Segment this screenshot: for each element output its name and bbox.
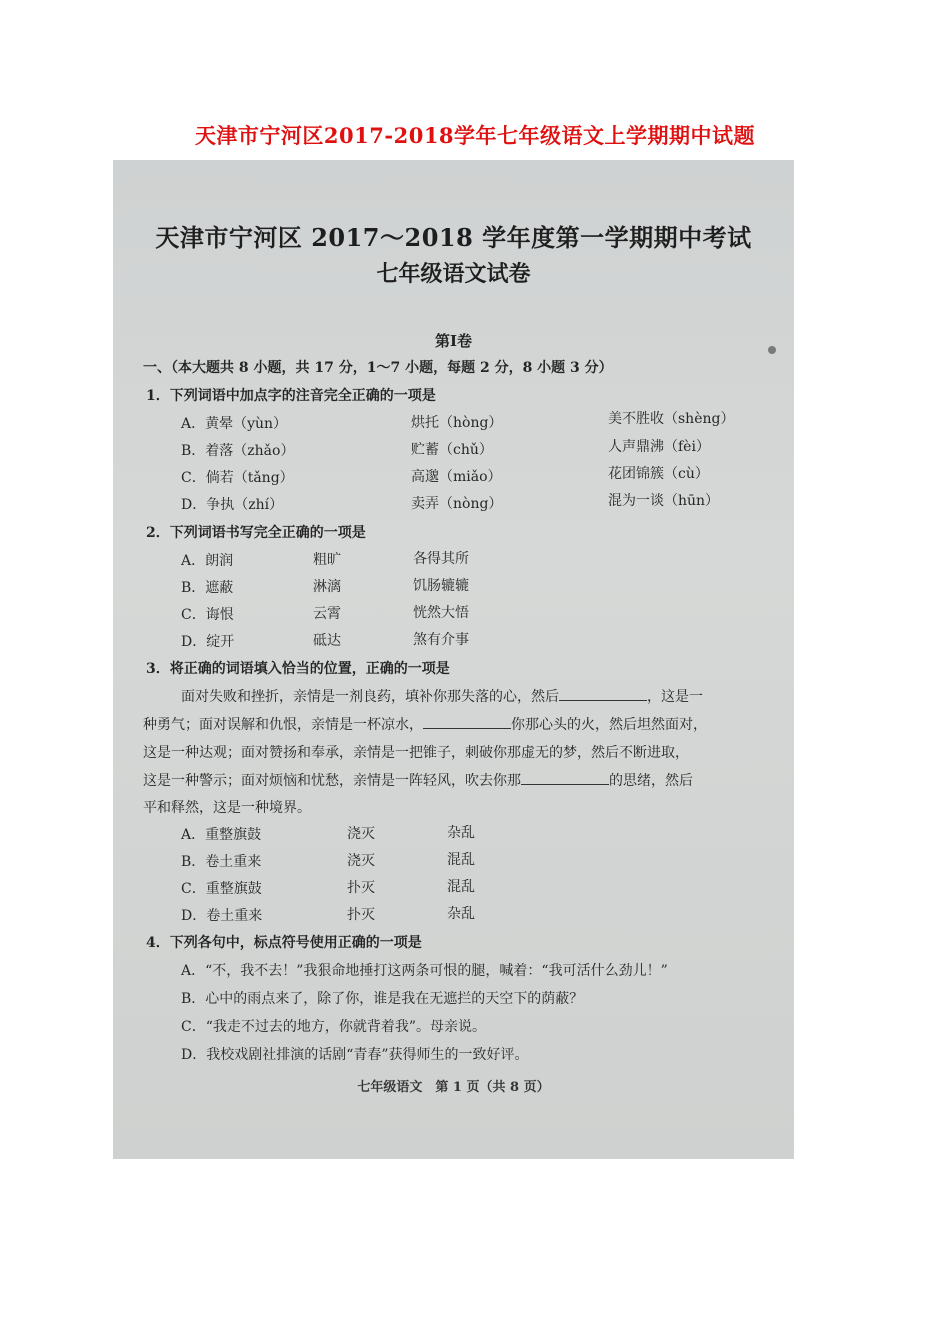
fill-blank	[559, 688, 647, 701]
q3-passage-line	[143, 714, 707, 734]
q3-passage-text: ，这是一	[647, 689, 703, 705]
q3-option-a-2: 浇灭	[347, 826, 375, 842]
q3-option-c-2: 扑灭	[347, 880, 375, 896]
q3-passage-text: 种勇气；面对误解和仇恨，亲情是一杯凉水，	[143, 717, 423, 733]
exam-page-photo	[113, 160, 794, 1159]
q1-option-b-1: B．着落（zhǎo）	[181, 443, 295, 459]
exam-subtitle: 七年级语文试卷	[376, 261, 531, 287]
q4-option-c: C．“我走不过去的地方，你就背着我”。母亲说。	[181, 1019, 487, 1035]
exam-title: 天津市宁河区 2017～2018 学年度第一学期期中考试	[155, 223, 752, 252]
section-heading: 一、（本大题共 8 小题，共 17 分，1～7 小题，每题 2 分，8 小题 3 分）	[143, 360, 613, 376]
q1-option-b-2: 贮蓄（chǔ）	[411, 442, 493, 458]
q2-option-a-2: 粗旷	[313, 552, 341, 568]
q2-option-d-1: D．绽开	[181, 634, 235, 650]
q1-option-d-1: D．争执（zhí）	[181, 497, 284, 513]
q1-option-a-2: 烘托（hòng）	[411, 415, 503, 431]
q1-option-d-2: 卖弄（nòng）	[411, 496, 503, 512]
q2-option-c-2: 云霄	[313, 606, 341, 622]
q1-option-b-3: 人声鼎沸（fèi）	[608, 439, 710, 455]
fill-blank	[423, 716, 511, 729]
q3-passage-text: 这是一种警示；面对烦恼和忧愁，亲情是一阵轻风，吹去你那	[143, 773, 521, 789]
q3-option-c-3: 混乱	[447, 879, 475, 895]
q2-option-d-2: 砥达	[313, 633, 341, 649]
part-heading: 第Ⅰ卷	[434, 332, 473, 350]
question-4-stem: 4．下列各句中，标点符号使用正确的一项是	[146, 935, 422, 951]
q2-option-a-3: 各得其所	[413, 551, 469, 567]
q2-option-c-3: 恍然大悟	[413, 605, 469, 621]
q3-passage-line	[143, 770, 693, 790]
q2-option-a-1: A．朗润	[181, 553, 234, 569]
document-title: 天津市宁河区2017-2018学年七年级语文上学期期中试题	[194, 123, 756, 148]
q2-option-b-1: B．遮蔽	[181, 580, 234, 596]
question-3-stem: 3．将正确的词语填入恰当的位置，正确的一项是	[146, 661, 450, 677]
q3-passage-text: 面对失败和挫折，亲情是一剂良药，填补你那失落的心，然后	[181, 689, 559, 705]
q2-option-c-1: C．诲恨	[181, 607, 234, 623]
q1-option-c-1: C．倘若（tǎng）	[181, 470, 294, 486]
q3-option-b-3: 混乱	[447, 852, 475, 868]
q3-passage-text: 你那心头的火，然后坦然面对，	[511, 717, 707, 733]
q3-option-c-1: C．重整旗鼓	[181, 881, 262, 897]
q4-option-b: B．心中的雨点来了，除了你，谁是我在无遮拦的天空下的荫蔽？	[181, 991, 584, 1007]
q3-option-b-2: 浇灭	[347, 853, 375, 869]
question-2-stem: 2．下列词语书写完全正确的一项是	[146, 525, 366, 541]
q3-option-b-1: B．卷土重来	[181, 854, 262, 870]
q3-passage-line: 这是一种达观；面对赞扬和奉承，亲情是一把锥子，刺破你那虚无的梦，然后不断进取，	[143, 745, 689, 761]
fill-blank	[521, 772, 609, 785]
q1-option-c-2: 高邈（miǎo）	[411, 469, 502, 485]
q2-option-b-3: 饥肠辘辘	[413, 578, 469, 594]
q3-option-d-2: 扑灭	[347, 907, 375, 923]
q3-passage-text: 的思绪，然后	[609, 773, 693, 789]
q1-option-a-1: A．黄晕（yùn）	[181, 416, 288, 432]
page-footer: 七年级语文 第 1 页（共 8 页）	[357, 1080, 550, 1095]
question-1-stem: 1．下列词语中加点字的注音完全正确的一项是	[146, 388, 436, 404]
q3-option-d-3: 杂乱	[447, 906, 475, 922]
q3-passage-line: 平和释然，这是一种境界。	[143, 800, 311, 816]
q3-option-a-3: 杂乱	[447, 825, 475, 841]
q4-option-d: D．我校戏剧社排演的话剧“青春”获得师生的一致好评。	[181, 1047, 529, 1063]
q2-option-d-3: 煞有介事	[413, 632, 469, 648]
q1-option-c-3: 花团锦簇（cù）	[608, 466, 709, 482]
q3-option-a-1: A．重整旗鼓	[181, 827, 262, 843]
q1-option-d-3: 混为一谈（hūn）	[608, 493, 720, 509]
q3-passage-line	[181, 686, 703, 706]
q4-option-a: A．“不，我不去！”我狠命地捶打这两条可恨的腿，喊着：“我可活什么劲儿！”	[181, 963, 668, 979]
q2-option-b-2: 淋漓	[313, 579, 341, 595]
q1-option-a-3: 美不胜收（shèng）	[608, 411, 735, 427]
q3-option-d-1: D．卷土重来	[181, 908, 263, 924]
